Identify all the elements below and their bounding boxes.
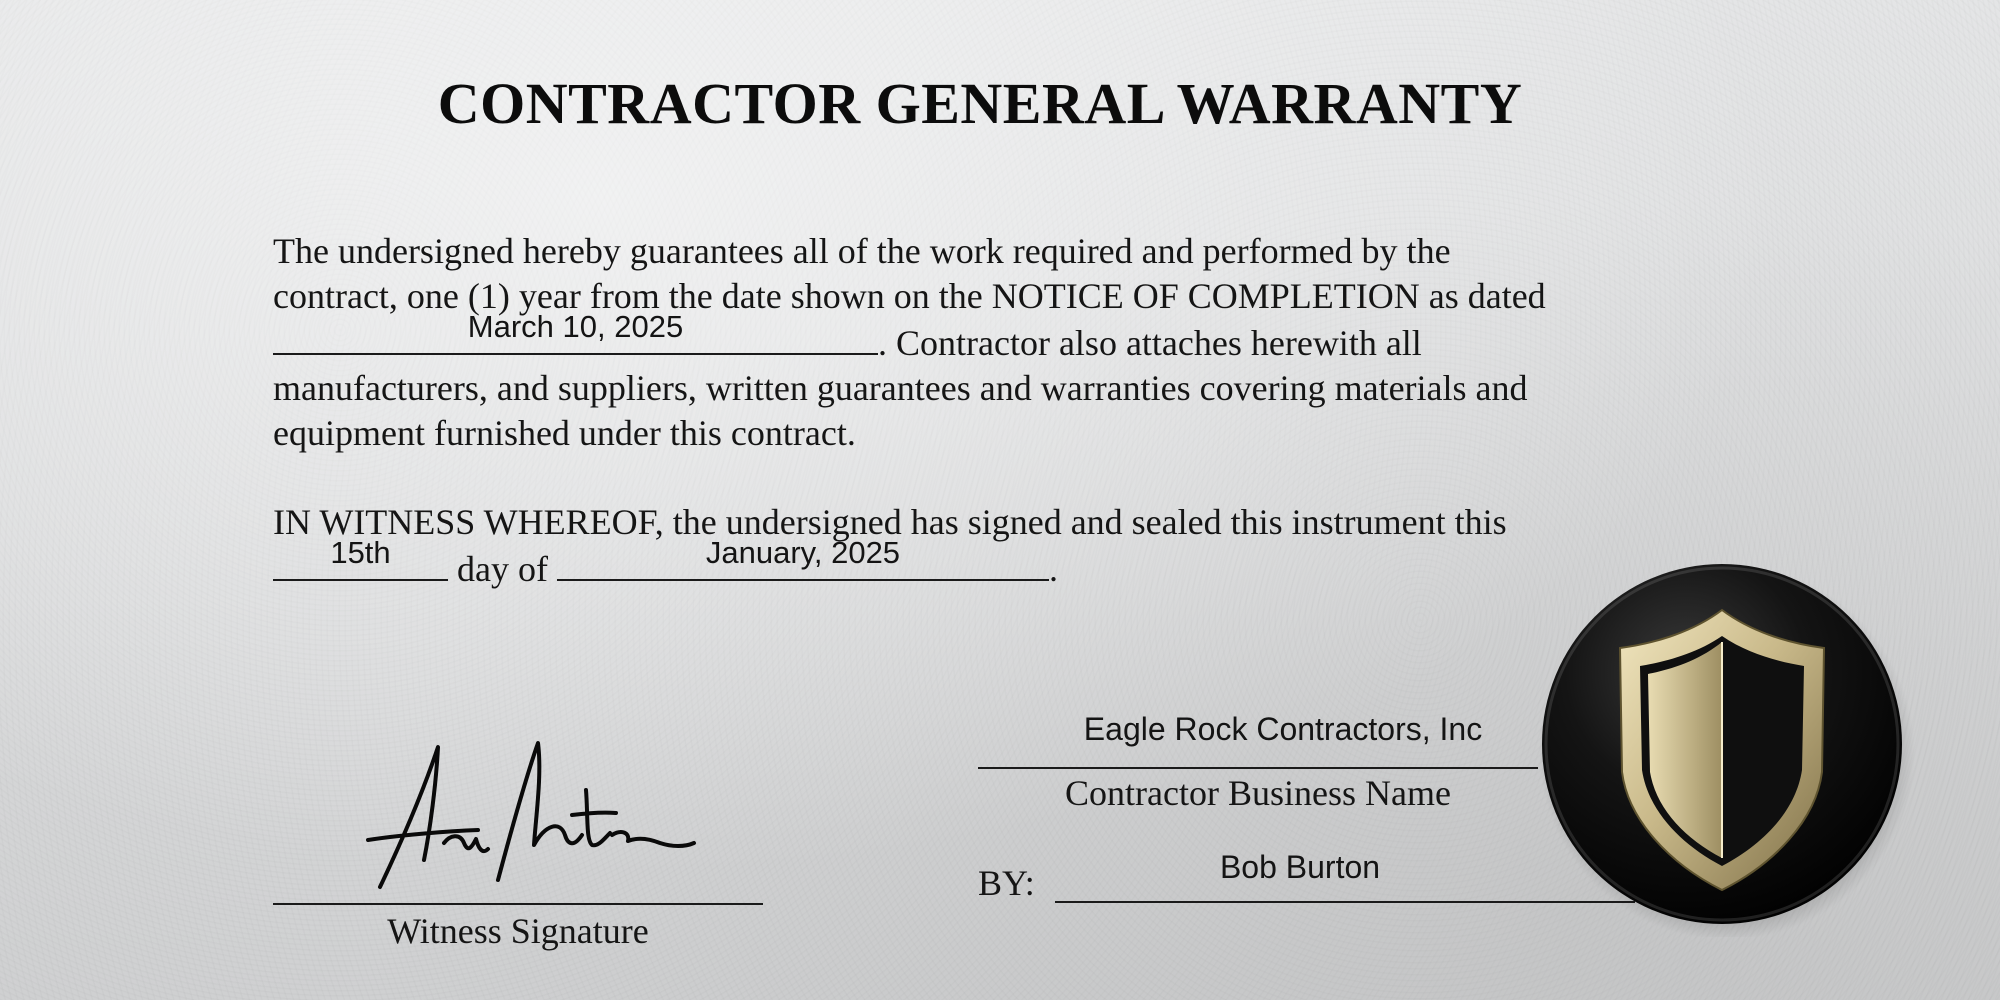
paragraph-line: equipment furnished under this contract.: [273, 413, 856, 453]
paragraph-line: manufacturers, and suppliers, written guarantees and warranties covering materials and: [273, 368, 1528, 408]
paragraph-line: IN WITNESS WHEREOF, the undersigned has signed and sealed this instrument this: [273, 502, 1507, 542]
completion-date-value: March 10, 2025: [467, 309, 684, 344]
document-title: CONTRACTOR GENERAL WARRANTY: [437, 71, 1523, 136]
business-name-caption: Contractor Business Name: [1065, 773, 1451, 813]
signer-name: Bob Burton: [1219, 849, 1381, 885]
by-label: BY:: [978, 863, 1035, 903]
shield-seal: [1530, 552, 1915, 937]
day-value: 15th: [330, 535, 391, 570]
contractor-business-name: Eagle Rock Contractors, Inc: [1083, 711, 1483, 747]
month-year-blank: [557, 535, 1049, 581]
completion-date-blank: [273, 309, 878, 355]
warranty-paragraph: [273, 229, 1733, 456]
witness-signature-caption: Witness Signature: [387, 911, 649, 951]
witness-paragraph: [273, 500, 1733, 592]
paragraph-line: The undersigned hereby guarantees all of the work required and performed by the: [273, 231, 1451, 271]
business-name-line: [978, 767, 1538, 769]
day-of-text: day of: [457, 549, 548, 589]
day-blank: [273, 535, 448, 581]
month-year-value: January, 2025: [705, 535, 901, 570]
paragraph-line: contract, one (1) year from the date shown on the NOTICE OF COMPLETION as dated: [273, 276, 1546, 316]
paragraph-line-with-dates: [273, 535, 1733, 592]
witness-signature-line: [273, 903, 763, 905]
end-period: .: [1048, 549, 1058, 589]
paragraph-text: . Contractor also attaches herewith all: [878, 323, 1422, 363]
paragraph-line-with-date: [273, 309, 1733, 366]
witness-signature: [360, 735, 700, 895]
